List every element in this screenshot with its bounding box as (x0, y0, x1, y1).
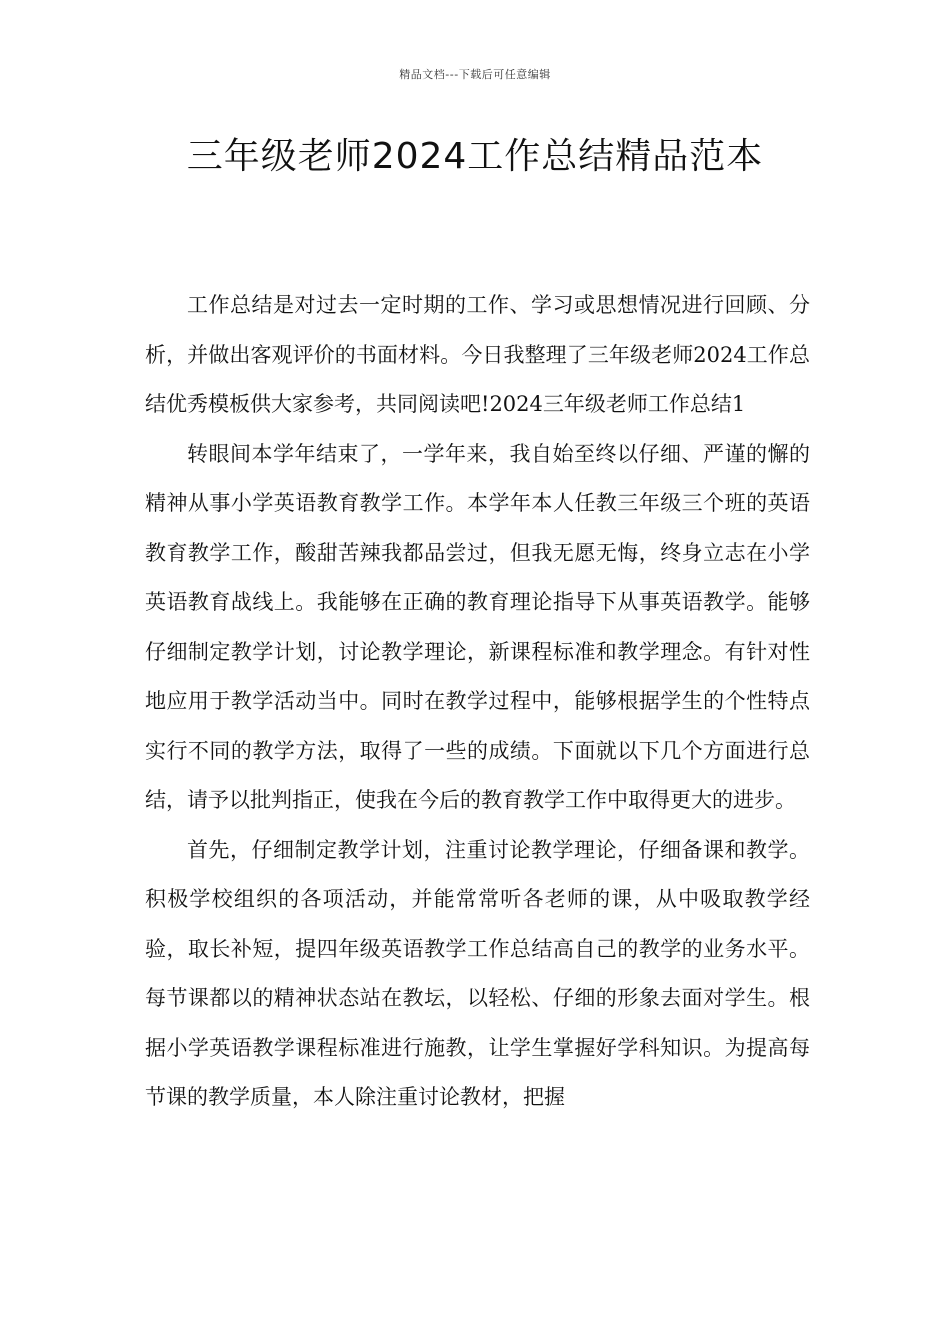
paragraph: 转眼间本学年结束了，一学年来，我自始至终以仔细、严谨的懈的精神从事小学英语教育教学工作。本学年本人任教三年级三个班的英语教育教学工作，酸甜苦辣我都品尝过，但我无愿无悔，终身立志在小学英语教育战线上。我能够在正确的教育理论指导下从事英语教学。能够仔细制定教学计划，讨论教学理论，新课程标准和教学理念。有针对性地应用于教学活动当中。同时在教学过程中，能够根据学生的个性特点实行不同的教学方法，取得了一些的成绩。下面就以下几个方面进行总结，请予以批判指正，使我在今后的教育教学工作中取得更大的进步。 (145, 441, 810, 812)
paragraph: 工作总结是对过去一定时期的工作、学习或思想情况进行回顾、分析，并做出客观评价的书面材料。今日我整理了三年级老师2024工作总结优秀模板供大家参考，共同阅读吧!2024三年级老师工作总结1 (145, 293, 810, 416)
paragraph: 首先，仔细制定教学计划，注重讨论教学理论，仔细备课和教学。积极学校组织的各项活动，并能常常听各老师的课，从中吸取教学经验，取长补短，提四年级英语教学工作总结高自己的教学的业务水平。每节课都以的精神状态站在教坛，以轻松、仔细的形象去面对学生。根据小学英语教学课程标准进行施教，让学生掌握好学科知识。为提高每节课的教学质量，本人除注重讨论教材，把握 (145, 837, 810, 1109)
document-title: 三年级老师2024工作总结精品范本 (186, 136, 764, 177)
header-note: 精品文档---下载后可任意编辑 (399, 68, 551, 81)
document-body (145, 281, 810, 1123)
